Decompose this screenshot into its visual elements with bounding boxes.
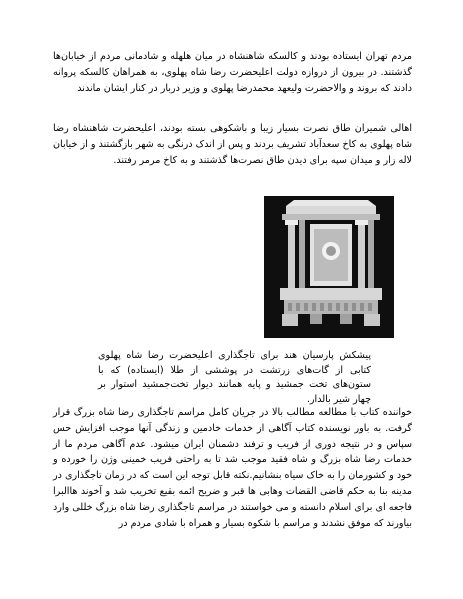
paragraph-shemiran: اهالی شمیران طاق نصرت بسیار زیبا و باشکوهی بسته بودند، اعلیحضرت شاهنشاه رضا شاه پهلوی به کاخ سعدآباد تشریف بردند و پس از اندک درنگی به شهر بازگشتند و از خیابان لاله زار و میدان سپه برای دیدن طاق نصرت‌ها گذشتند و به کاخ مرمر رفتند. [53, 123, 412, 166]
figure-caption: پیشکش پارسیان هند برای تاجگذاری اعلیحضرت رضا شاه پهلوی کتابی از گات‌های زرتشت در پوششی از طلا (ایستاده) که با ستون‌های تخت جمشید و پایه همانند دیوار تخت‌جمشید استوار بر چهار شیر بالدار. [98, 350, 371, 405]
paragraph-intro: مردم تهران ایستاده بودند و کالسکه شاهنشاه در میان هلهله و شادمانی مردم از خیابان‌ها گذشتند. در بیرون از دروازه دولت اعلیحضرت رضا شاه پهلوی، به همراهان کالسکه پروانه دادند که بروند و والاحضرت ولیعهد محمدرضا پهلوی و وزیر دربار در کنار ایشان ماندند [53, 51, 412, 94]
gilded-book-cover-photo [264, 196, 394, 338]
paragraph-closing: خواننده کتاب با مطالعه مطالب بالا در جریان کامل مراسم تاجگذاری رضا شاه بزرگ قرار گرفت. به باور نویسنده کتاب آگاهی از خدمات خادمین و زندگی آنها موجب افزایش حس سپاس و در نتیجه دوری از فریب و ترفند دشمنان ایران میشود. عدم آگاهی مردم ما از خدمات رضا شاه بزرگ و شاه فقید موجب شد تا به راحتی فریب خمینی وژن را خورده و خود و کشورمان را به خاک سیاه بنشانیم.نکته قابل توجه این است که در زمان تاجگذاری در مدینه بنا به حکم قاضی القضات وهابی ها قبر و ضریح ائمه بقیع تخریب شد و آخوند هاالبرا فاجعه ای برای اسلام دانسته و می خواستند در مراسم تاجگذاری رضا شاه بزرگ خللی وارد بیاورند که موفق نشدند و مراسم با شکوه بسیار و همراه با شادی مردم در [53, 407, 412, 529]
